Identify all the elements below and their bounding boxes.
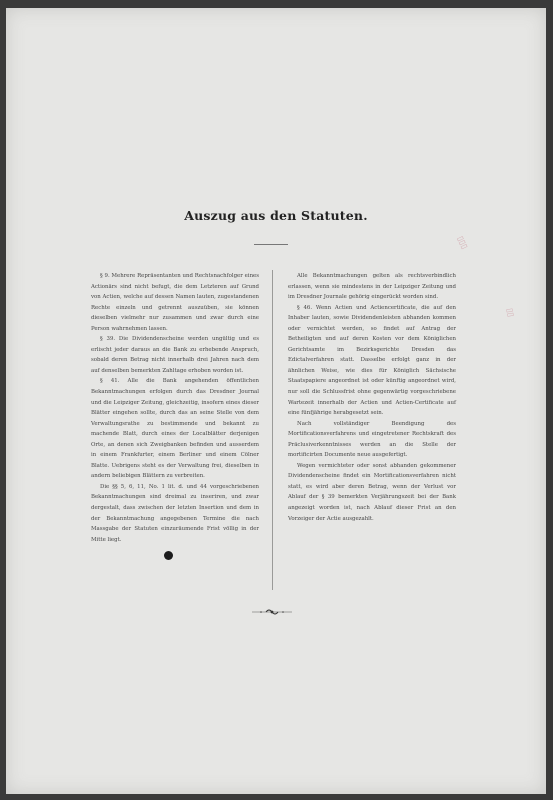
paragraph-right-1: Alle Bekanntmachungen gelten als rechtsverbindlich erlassen, wenn sie mindestens in der Leipziger Zeitung und im Dresdner Journale gehörig eingerückt worden sind. (288, 273, 456, 301)
punch-hole-icon (164, 551, 173, 560)
faded-stamp-mark-2: ▯▯ (505, 307, 516, 318)
left-column (91, 271, 259, 545)
column-divider (272, 270, 273, 590)
paragraph-right-3: Nach vollständiger Beendigung des Mortificationsverfahrens und eingetretener Rechtskraft des Präclusiverkenntnisses werden an die Stelle der mortificirten Documente neue ausgefertigt. (288, 420, 456, 459)
document-page (6, 8, 546, 794)
paragraph-left-4: Die §§ 5, 6, 11, No. 1 lit. d. und 44 vorgeschriebenen Bekanntmachungen sind dreimal zu inseriren, und zwar dergestalt, dass zwischen der letzten Insertion und dem in der Bekanntmachung angegebenen Termine die nach Massgabe der Statuten einzuräumende Frist völlig in der Mitte liegt. (91, 483, 259, 543)
paragraph-left-1: § 9. Mehrere Repräsentanten und Rechtsnachfolger eines Actionärs sind nicht befugt, die dem Letzteren auf Grund von Actien, welche auf dessen Namen lauten, zugestandenen Rechte einzeln und getrennt auszuüben, sie können dieselben vielmehr nur zusammen und zwar durch eine Person wahrnehmen lassen. (91, 273, 259, 332)
faded-stamp-mark: ▯▯▯ (455, 234, 470, 251)
title-divider (254, 244, 288, 245)
paragraph-right-2: § 46. Wenn Actien und Actiencertificate, die auf den Inhaber lauten, sowie Dividendenleisten abhanden kommen oder vernichtet werden, so findet auf Antrag der Betheiligten und auf deren Kosten vor dem Königlichen Gerichtsamte im Bezirksgerichte Dresden das Edictalverfahren statt. Dasselbe erfolgt ganz in der ähnlichen Weise, wie dies für Königlich Sächsische Staatspapiere angeordnet ist oder künftig angeordnet wird, nur soll die Schlussfrist ohne gegenwärtig vorgeschriebene Wartezeit innerhalb der Actien und Actien-Certificate auf eine fünfjährige herabgesetzt sein. (288, 304, 456, 417)
document-title: Auszug aus den Statuten. (184, 208, 368, 223)
right-column (288, 271, 456, 524)
paragraph-left-2: § 39. Die Dividendenscheine werden ungültig und es erlischt jeder daraus an die Bank zu erhebende Anspruch, sobald deren Betrag nicht innerhalb drei Jahren nach dem auf denselben bemerkten Zahltage erhoben worden ist. (91, 336, 259, 374)
scroll-ornament-icon (252, 607, 292, 617)
paragraph-left-3: § 41. Alle die Bank angehenden öffentlichen Bekanntmachungen erfolgen durch das Dresdner Journal und die Leipziger Zeitung, gleichzeitig, insofern eines dieser Blätter eingehen sollte, durch das an seine Stelle von dem Verwaltungsrathe zu bestimmende und bekannt zu machende Blatt, durch eines der Localblätter derjenigen Orte, an denen sich Zweigbanken befinden und ausserdem in einem Frankfurter, einem Berliner und einem Cölner Blatte. Uebrigens steht es der Verwaltung frei, dieselben in andern beliebigen Blättern zu verbreiten. (91, 378, 259, 480)
paragraph-right-4: Wegen vermichteter oder sonst abhanden gekommener Dividendenscheine findet ein Mortificationsverfahren nicht statt, es wird aber deren Betrag, wenn der Verlust vor Ablauf der § 39 bemerkten Verjährungszeit bei der Bank angezeigt worden ist, nach Ablauf dieser Frist an den Vorzeiger der Actie ausgezahlt. (288, 462, 456, 522)
